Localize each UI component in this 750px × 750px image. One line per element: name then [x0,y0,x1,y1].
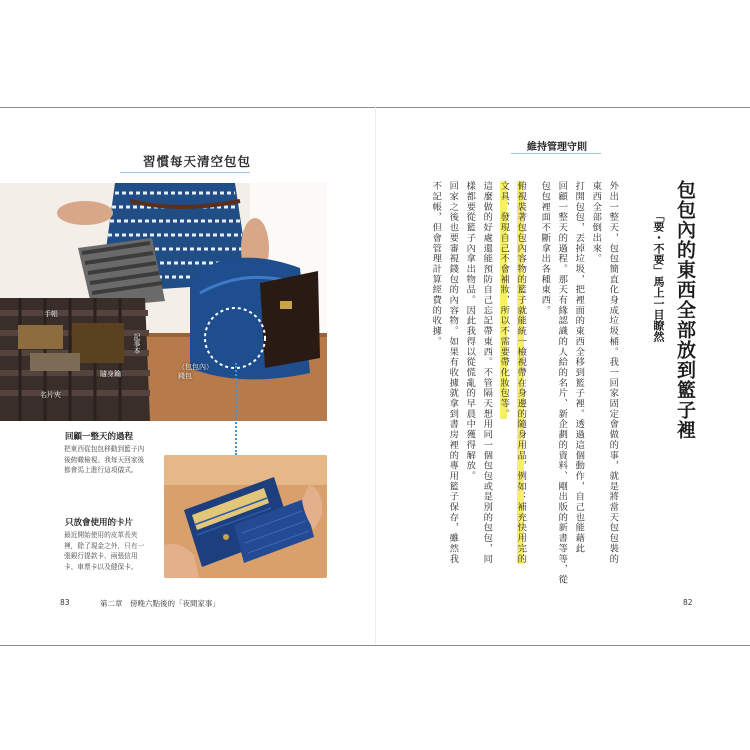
page-gutter [375,107,376,644]
running-head: 第二章 傍晚六點後的「夜間家事」 [100,599,220,608]
caption-cards-body [64,530,164,572]
photo-label-wallet: 手帳 [44,310,58,318]
body-column: 打開包包，丟掉垃圾，把裡面的東西全移到籃子裡。透過這個動作，自己也能藉此 [573,181,585,554]
dotted-connector [235,363,238,455]
photo-label-keys: 隨身鑰 [100,370,121,378]
body-column: 外出一整天，包包簡直化身成垃圾桶。我一回家固定會做的事，就是將當天包包裝的 [607,181,619,564]
wallet-photo [164,455,327,578]
photo-label-notebook: 記事本 [133,333,141,354]
rule-title-underline [511,153,601,154]
caption-line: 張銀行提款卡、兩張信用 [64,552,138,560]
caption-line: 卡、車票卡以及健保卡。 [64,562,138,571]
body-column: 包包裡面不斷拿出各種東西。 [539,181,551,316]
body-column: 樣都要從籃子內拿出物品。因此我得以從慌亂的早晨中獲得解放。 [464,181,476,482]
basket-photo-illustration [0,183,327,421]
caption-line: 最近開始使用的皮革長夾 [64,531,138,539]
body-column: 不記帳，但會管理計算經費的收據。 [430,181,442,347]
page-number-left: 83 [60,598,70,607]
caption-line: 後俯瞰檢視。我每天回家後 [64,455,145,464]
photo-label-namecard-case: 名片夾 [40,391,61,399]
caption-cards-title: 只放會使用的卡片 [65,518,134,528]
caption-review-day-body [64,444,164,476]
caption-line: 裡，除了現金之外，只有一 [64,541,145,550]
body-column: 這麼做的好處還能預防自己忘記帶東西。不管隔天想用同一個包包或是別的包包，同 [481,181,493,564]
basket-photo [0,183,327,421]
body-column: 東西全部倒出來。 [590,181,602,264]
article-headline: 包包內的東西全部放到籃子裡 [674,180,696,440]
article-subhead: 「要・不要」馬上一目瞭然 [652,210,665,342]
wallet-photo-illustration [164,455,327,578]
body-column: 回家之後也要審視錢包的內容物。如果有收據就拿到書房裡的專用籃子保存，雖然我 [447,181,459,564]
caption-line: 把東西從包包移動到籃子內 [64,445,145,453]
left-section-title: 習慣每天清空包包 [143,154,252,169]
caption-line: 都會馬上進行這項儀式。 [64,466,138,474]
page-number-right: 82 [683,598,693,607]
caption-review-day-title: 回顧一整天的過程 [65,432,134,442]
body-column: 回顧一整天的過程。那天有緣認識的人給的名片、新企劃的資料、剛出版的新書等等，從 [556,181,568,585]
highlighted-column: 文具、發現自己不會補妝，所以不需要帶化妝包等。 [498,181,510,420]
highlighted-column: 俯視裝著包包內容物的籃子就能統一檢視帶在身邊的隨身用品，例如：補充快用完的 [515,181,527,564]
rule-section-title: 維持管理守則 [527,142,587,153]
left-title-underline [120,172,250,173]
photo-label-lipstick: （包包內）錢包 [178,363,213,380]
